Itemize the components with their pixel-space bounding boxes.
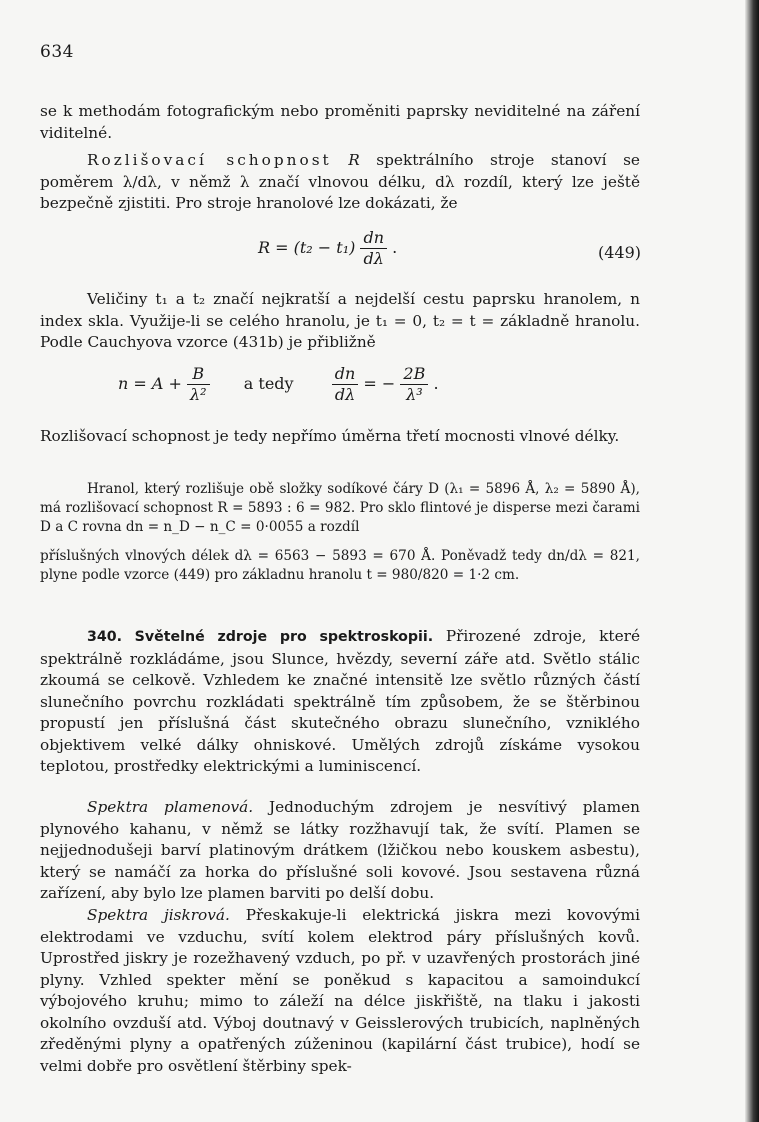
equation-cauchy-den-2b: λ³ (406, 385, 423, 404)
flame-spectra-text: Jednoduchým zdrojem je nesvítivý plamen plynového kahanu, v němž se látky rozžhavují tak, že svítí. Plamen se nejjednodušeji barví platinovým drátkem (lžičkou nebo kouskem asbestu), který se namáčí za horka do příslušné soli kovové. Jsou sestavena různá zařízení, aby bylo lze plamen barviti po delší dobu. (40, 798, 640, 902)
equation-cauchy (118, 364, 439, 405)
example-sodium-prism-continued: příslušných vlnových délek dλ = 6563 − 5893 = 670 Å. Poněvadž tedy dn/dλ = 821, plyne podle vzorce (449) pro základnu hranolu t = 980/820 = 1·2 cm. (40, 548, 640, 583)
paragraph-quantities: Veličiny t₁ a t₂ značí nejkratší a nejdelší cestu paprsku hranolem, n index skla. Využije-li se celého hranolu, je t₁ = 0, t₂ = t = základně hranolu. Podle Cauchyova vzorce (431b) je přibližně (40, 290, 640, 351)
equation-cauchy-equals: = − (363, 374, 396, 393)
equation-cauchy-num-b: B (187, 364, 210, 385)
spark-spectra-heading: Spektra jiskrová. (87, 906, 230, 924)
equation-cauchy-num-2b: 2B (400, 364, 428, 385)
equation-449-fraction (360, 228, 387, 269)
equation-449-number: (449) (597, 243, 641, 262)
paragraph-spark-spectra (40, 905, 640, 1077)
equation-449-denominator: dλ (363, 249, 384, 268)
equation-cauchy-den-dn: dλ (334, 385, 356, 404)
symbol-r: R (348, 151, 360, 169)
term-resolving-power: Rozlišovací schopnost (87, 151, 332, 169)
equation-449 (258, 228, 397, 269)
equation-cauchy-lhs: n = A + (118, 374, 182, 393)
section-340 (40, 626, 640, 778)
equation-cauchy-fraction-b (187, 364, 210, 405)
equation-cauchy-tail: . (433, 374, 439, 393)
section-340-number: 340. (87, 629, 123, 645)
paragraph-resolving-power-text: spektrálního stroje stanoví se poměrem λ/dλ, v němž λ značí vlnovou délku, dλ rozdíl, který lze ještě bezpečně zjistiti. Pro stroje hranolové lze dokázati, že (40, 151, 640, 212)
paragraph-flame-spectra (40, 797, 640, 905)
book-spine-shadow (745, 0, 759, 1122)
equation-449-lhs: R = (t₂ − t₁) (258, 238, 356, 257)
paragraph-cube-law: Rozlišovací schopnost je tedy nepřímo úměrna třetí mocnosti vlnové délky. (40, 427, 620, 445)
paragraph-intro: se k methodám fotografickým nebo proměniti paprsky neviditelné na záření viditelné. (40, 102, 640, 142)
section-340-title: Světelné zdroje pro spektroskopii. (134, 629, 434, 645)
paragraph-resolving-power (40, 150, 640, 215)
equation-cauchy-fraction-2b (400, 364, 428, 405)
equation-cauchy-den-b: λ² (190, 385, 207, 404)
flame-spectra-heading: Spektra plamenová. (87, 798, 254, 816)
equation-cauchy-and-then: a tedy (243, 374, 294, 393)
equation-449-tail: . (392, 238, 398, 257)
section-340-text: Přirozené zdroje, které spektrálně rozkládáme, jsou Slunce, hvězdy, severní záře atd. Světlo stálic zkoumá se celkově. Vzhledem ke značné intensitě lze světlo různých částí slunečního povrchu rozkládati spektrálně tím způsobem, že se štěrbinou propustí jen příslušná část skutečného obrazu slunečního, vzniklého objektivem velké dálky ohniskové. Umělých zdrojů získáme vysokou teplotou, prostředky elektrickými a luminiscencí. (40, 627, 640, 775)
spark-spectra-text: Přeskakuje-li elektrická jiskra mezi kovovými elektrodami ve vzduchu, svítí kolem elektrod páry příslušných kovů. Uprostřed jiskry je rozežhavený vzduch, po př. v uzavřených prostorách jiné plyny. Vzhled spekter mění se poněkud s kapacitou a samoindukcí výbojového kruhu; mimo to záleží na délce jiskřiště, na tlaku i jakosti okolního ovzduší atd. Výboj doutnavý v Geisslerových trubicích, naplněných zředěnými plyny a opatřených zúženinou (kapilární část trubice), hodí se velmi dobře pro osvětlení štěrbiny spek- (40, 906, 640, 1075)
equation-cauchy-fraction-dn (332, 364, 359, 405)
equation-449-numerator: dn (360, 228, 387, 249)
example-sodium-prism: Hranol, který rozlišuje obě složky sodíkové čáry D (λ₁ = 5896 Å, λ₂ = 5890 Å), má rozlišovací schopnost R = 5893 : 6 = 982. Pro sklo flintové je disperse mezi čarami D a C rovna dn = n_D − n_C = 0·0055 a rozdíl (40, 481, 640, 535)
equation-cauchy-num-dn: dn (332, 364, 359, 385)
page-number: 634 (40, 42, 74, 62)
